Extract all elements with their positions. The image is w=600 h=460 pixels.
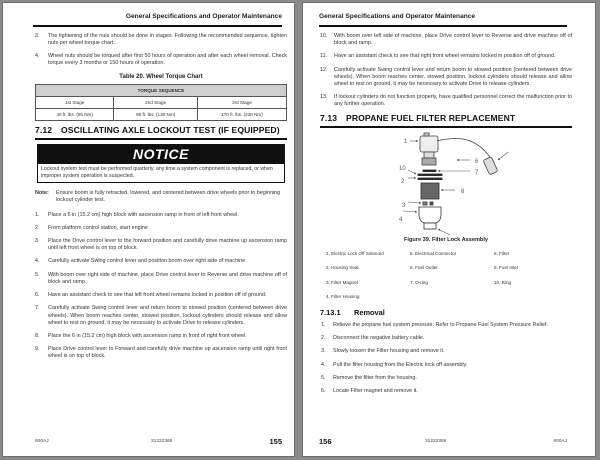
list-item: 7. Carefully activate Swing control lever and return boom to stowed position (centered between drive wheels). When boom reaches center, stowed position, lockout cylinders should release and allow wheel to rest on ground, it may be necessary to activate Drive to release cylinders.: [35, 305, 287, 326]
legend-item: 4. Filter Housing: [326, 294, 360, 300]
list-item: 3. Place the Drive control lever to the forward position and carefully drive machine up ascension ramp until left front wheel is on top of block.: [35, 238, 287, 252]
section-title: 7.13 PROPANE FUEL FILTER REPLACEMENT: [320, 112, 516, 123]
legend-item: 9. Fuel Inlet: [494, 265, 519, 271]
lockout-steps-list: [35, 212, 287, 361]
section-rule: [320, 126, 572, 128]
footer-doc-number: 31222369: [151, 439, 173, 444]
legend-item: 2. Housing Seal: [326, 265, 359, 271]
filter-lock-assembly-diagram: [320, 132, 572, 235]
legend-item: 5. Electrical Connector: [410, 250, 457, 256]
table-column-header: 2nd Stage: [114, 96, 198, 108]
legend-item: 10. Ring: [494, 279, 512, 285]
subsection-title: 7.13.1 Removal: [320, 307, 385, 317]
page-155: [2, 2, 295, 457]
wheel-torque-table: [35, 84, 287, 121]
callout-label: 10: [399, 165, 406, 172]
list-item: 5. With boom over right side of machine, place Drive control lever to Reverse and drive machine off of block and ramp.: [35, 271, 287, 285]
legend-item: 3. Filter Magnet: [326, 279, 358, 285]
callout-label: 2: [401, 178, 405, 185]
notice-heading: NOTICE: [38, 145, 284, 164]
footer-model: 600AJ: [553, 439, 567, 444]
note-label: Note:: [35, 190, 49, 197]
list-item: 6. Locate Filter magnet and remove it.: [321, 388, 418, 395]
legend-item: 8. Filter: [494, 250, 510, 256]
footer-model: 600AJ: [35, 439, 49, 444]
figure-caption: Figure 39. Filter Lock Assembly: [403, 236, 489, 243]
list-item: 2. From platform control station, start engine: [35, 224, 148, 231]
list-item: 6. Have an assistant check to see that left front wheel remains locked in position off of ground.: [35, 292, 267, 299]
callout-label: 7: [475, 169, 479, 176]
rings-filter-housing: [418, 170, 442, 229]
callout-arrows: [403, 138, 508, 235]
list-item: 2. Disconnect the negative battery cable.: [321, 334, 425, 341]
note: [35, 190, 287, 204]
callout-label: 4: [399, 216, 403, 223]
page-number: 155: [269, 437, 282, 446]
table-cell: 95 ft. lbs. (130 Nm): [114, 108, 198, 120]
list-item: 1. Relieve the propane fuel system pressure. Refer to Propane Fuel System Pressure Relief.: [321, 321, 548, 328]
list-item: 9. Place Drive control lever to Forward and carefully drive machine up ascension ramp until right front wheel is on top of block.: [35, 346, 287, 360]
table-column-header: 1st Stage: [36, 96, 114, 108]
filter-lock-assembly-figure: [320, 132, 572, 235]
legend-item: 7. O-ring: [410, 279, 428, 285]
page-content: [35, 33, 287, 367]
list-item: 4. Wheel nuts should be torqued after first 50 hours of operation and after each wheel removal. Check torque every 3 months or 150 hours of operation.: [35, 53, 287, 67]
running-header: General Specifications and Operator Maintenance: [319, 13, 476, 20]
note-text: Ensure boom is fully retracted, lowered, and centered between drive wheels prior to beginning lockout cylinder test.: [56, 190, 281, 204]
list-item: 5. Remove the filter from the housing.: [321, 374, 417, 381]
section-rule: [35, 138, 287, 140]
list-item: 4. Pull the filter housing from the Electric lock off assembly.: [321, 361, 468, 368]
removal-steps-list: [320, 322, 572, 396]
list-item: 3. The tightening of the nuts should be done in stages. Following the recommended sequence, tighten nuts per wheel torque chart.: [35, 33, 287, 47]
list-item: 12. Carefully activate Swing control lever and return boom to stowed position (centered between drive wheels). When boom reaches center, stowed position, lockout cylinders should release and allow wheel to rest on ground, it may be necessary to activate Drive to release cylinders.: [320, 66, 572, 87]
table-title: Table 20. Wheel Torque Chart: [119, 73, 203, 80]
list-item: 4. Carefully activate Swing control lever and position boom over right side of machine.: [35, 258, 247, 265]
running-header: General Specifications and Operator Maintenance: [125, 13, 282, 20]
list-item: 3. Slowly loosen the Filter housing and remove it.: [321, 348, 445, 355]
callout-label: 8: [461, 188, 465, 195]
notice-text: Lockout system test must be performed quarterly, any time a system component is replaced, or when improper system operation is suspected.: [41, 165, 273, 179]
list-item: 1. Place a 6 in (15.2 cm) high block with ascension ramp in front of left front wheel.: [35, 211, 239, 218]
list-item: 10. With boom over left side of machine, place Drive control lever to Reverse and drive machine off of block and ramp.: [320, 33, 572, 47]
list-item: 8. Place the 6 in (15.2 cm) high block with ascension ramp in front of right front wheel.: [35, 332, 247, 339]
table-column-header: 3rd Stage: [197, 96, 286, 108]
callout-label: 3: [402, 202, 406, 209]
table-header: TORQUE SEQUENCE: [36, 84, 287, 96]
legend-item: 1. Electric Lock Off Solenoid: [326, 250, 384, 256]
footer-doc-number: 31222369: [425, 439, 447, 444]
section-title: 7.12 OSCILLATING AXLE LOCKOUT TEST (IF EQUIPPED): [35, 124, 280, 135]
table-cell: 40 ft. lbs. (55 Nm): [36, 108, 114, 120]
legend-item: 6. Fuel Outlet: [410, 265, 438, 271]
list-item: 11. Have an assistant check to see that right front wheel remains locked in position off of ground.: [320, 53, 556, 60]
figure-legend: [326, 250, 572, 301]
notice-box: [37, 144, 285, 183]
callout-label: 6: [475, 158, 479, 165]
header-rule: [33, 25, 282, 27]
callout-label: 1: [404, 138, 408, 145]
header-rule: [319, 25, 567, 27]
page-156: [302, 2, 596, 457]
solenoid-part: [420, 133, 498, 175]
list-item: 13. If lockout cylinders do not function properly, have qualified personnel correct the malfunction prior to any further operation.: [320, 94, 572, 108]
page-number: 156: [319, 437, 332, 446]
table-cell: 170 ft. lbs. (230 Nm): [197, 108, 286, 120]
page-content: [320, 33, 572, 401]
